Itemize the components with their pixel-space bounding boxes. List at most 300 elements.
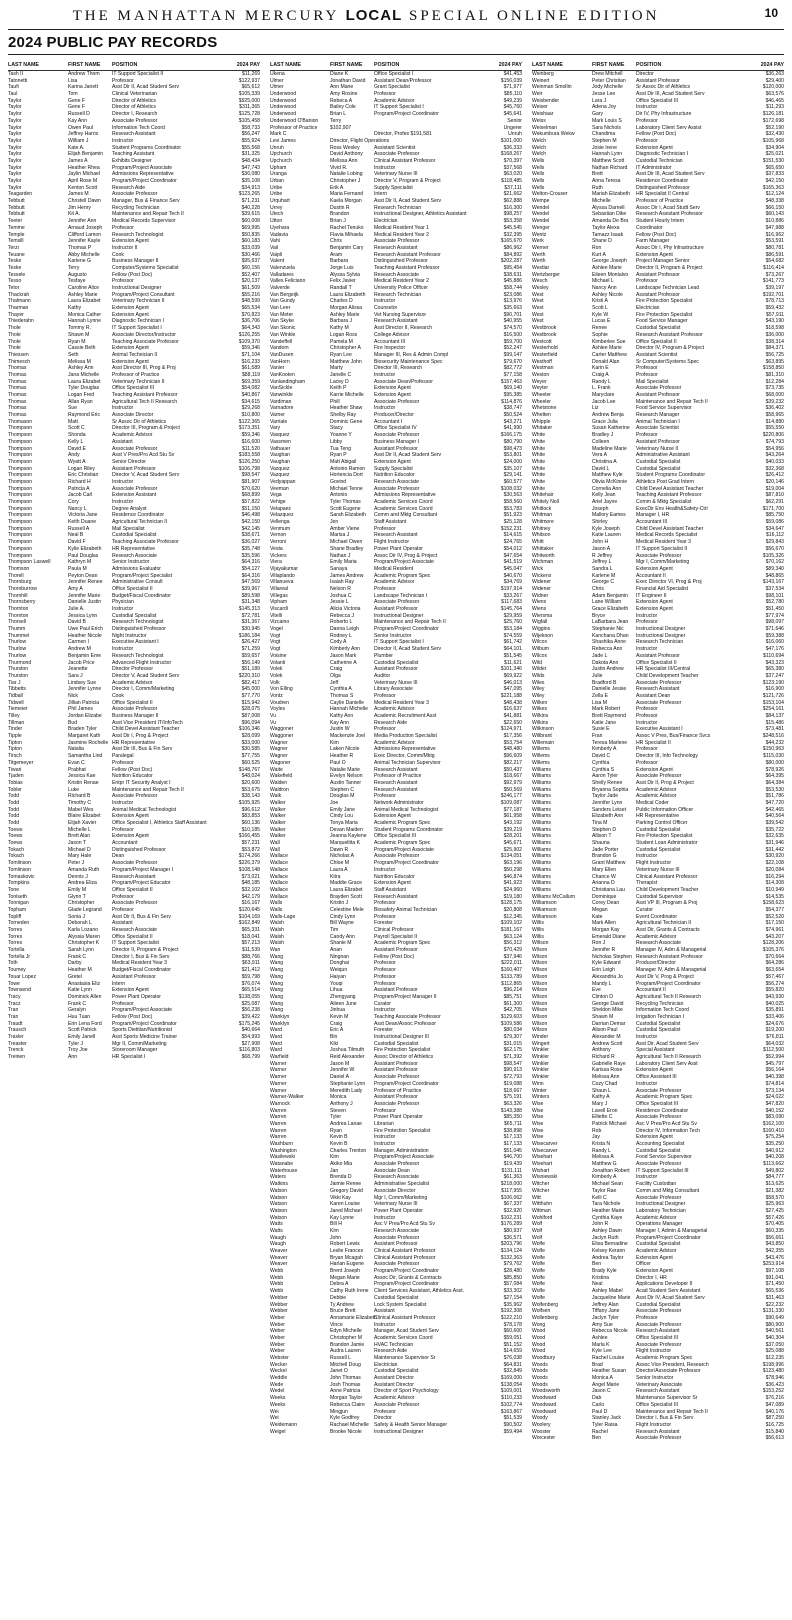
first-name-cell: Jeanna Kaylene (330, 833, 367, 840)
pay-cell: $59,346 (241, 432, 260, 439)
pay-cell: $114,876 (501, 398, 522, 405)
table-row (532, 198, 784, 205)
last-name-cell: Vazquez (270, 472, 290, 479)
first-name-cell: Kitra (330, 873, 341, 880)
table-row (8, 392, 260, 399)
table-row (8, 332, 260, 339)
last-name-cell: Witt (532, 1194, 541, 1201)
position-cell: Medical Records Supervisor (112, 218, 176, 225)
pay-cell: $20,146 (765, 478, 784, 485)
first-name-cell: Rachael Michelle (330, 1421, 369, 1428)
table-row (8, 900, 260, 907)
position-cell: Asst Dir IV, Acad Student Serv (636, 1294, 705, 1301)
pay-cell: $134,124 (500, 1248, 522, 1254)
last-name-cell: Wang (270, 987, 284, 994)
last-name-cell: Wallace (270, 873, 288, 880)
pay-cell: $64,316 (241, 559, 260, 566)
table-row (8, 318, 260, 325)
position-cell: Instructional Designer (636, 626, 686, 633)
pay-cell: $71,392 (503, 1054, 522, 1061)
last-name-cell: Wanklyn (270, 1020, 290, 1027)
pay-cell: $46,874 (503, 873, 522, 880)
first-name-cell: Andrea Lanae (330, 1120, 363, 1127)
pay-cell: $32,920 (503, 1207, 522, 1214)
table-row (8, 305, 260, 312)
first-name-cell: Mark Robert (592, 706, 621, 713)
first-name-cell: Ryan (330, 1127, 342, 1134)
last-name-cell: Professor of Practice (270, 124, 318, 131)
position-cell: Night Instructor (112, 632, 147, 639)
last-name-cell: Wiley (532, 686, 545, 693)
position-cell: Maintenance and Repair Tech II (112, 211, 184, 218)
table-row (532, 827, 784, 834)
first-name-cell: Taylor Alexa (592, 224, 620, 231)
last-name-cell: Thompson (8, 519, 33, 526)
table-row (270, 787, 522, 794)
last-name-cell: Underwood O'Banion (270, 117, 319, 124)
first-name-cell: Dab (592, 1395, 602, 1402)
first-name-cell: Mary J (592, 1100, 608, 1107)
position-cell: Custodial Specialist (374, 1040, 419, 1047)
position-cell: Professor (374, 980, 396, 987)
first-name-cell: Christiana Lau (592, 886, 625, 893)
pay-cell: $24,765 (503, 539, 522, 546)
first-name-cell: Ashley Marie (330, 311, 360, 318)
position-cell: Research Assistant (374, 244, 418, 251)
last-name-cell: Todd (8, 793, 20, 800)
last-name-cell: Williams (532, 820, 551, 826)
first-name-cell: Amy Sue (592, 1321, 613, 1328)
pay-cell: $112,865 (501, 980, 522, 987)
pay-cell: $47,743 (241, 164, 260, 171)
table-row (270, 780, 522, 787)
last-name-cell: Wilson (532, 960, 548, 967)
last-name-cell: Vazquez (270, 465, 290, 472)
pay-cell: $41,453 (503, 71, 522, 77)
table-row (8, 1014, 260, 1021)
table-row (270, 713, 522, 720)
first-name-cell: Kimberly Ann (330, 646, 361, 653)
table-row (270, 252, 522, 259)
last-name-cell: Wilder (532, 666, 547, 673)
last-name-cell: Thomas (8, 385, 27, 392)
last-name-cell: Woodsworth (532, 1388, 561, 1395)
table-row (270, 459, 522, 466)
last-name-cell: Volek (270, 666, 283, 673)
first-name-cell: Kaela Morgan (330, 198, 362, 205)
position-cell: Extension Agent (112, 305, 149, 312)
last-name-cell: Wilkins (532, 719, 549, 726)
pay-cell: $131,111 (501, 1167, 522, 1174)
position-cell: Fire Protection Specialist (636, 298, 693, 305)
table-row (532, 1429, 784, 1436)
position-cell: Instructional Designer (112, 285, 162, 291)
header-first-name: FIRST NAME (68, 62, 101, 68)
table-row (532, 1275, 784, 1282)
table-row (270, 372, 522, 379)
first-name-cell: Monica A (592, 1375, 613, 1382)
first-name-cell: Uwe Paul Erich (68, 626, 103, 633)
last-name-cell: Weir (532, 91, 543, 98)
pay-cell: $50,524 (503, 412, 522, 419)
pay-cell: $113,662 (763, 1161, 784, 1168)
last-name-cell: Wilson (532, 973, 548, 980)
first-name-cell: Flavia Mihaela (330, 231, 363, 238)
pay-cell: $52,247 (503, 345, 522, 352)
first-name-cell: Emerald Diane (592, 933, 626, 940)
position-cell: Custodial Specialist (374, 1368, 419, 1375)
position-cell: Research Technologist (112, 619, 164, 626)
table-row (8, 666, 260, 673)
last-name-cell: Williams (532, 813, 551, 820)
first-name-cell: Nancy Ann (592, 285, 617, 291)
first-name-cell: James A (68, 157, 88, 164)
last-name-cell: Vitelli (270, 612, 283, 619)
position-cell: Associate Dean (374, 1167, 410, 1174)
table-row (532, 532, 784, 539)
pay-cell: $38,747 (503, 405, 522, 412)
table-row (8, 773, 260, 780)
table-row (532, 1382, 784, 1389)
last-name-cell: Wells (532, 171, 545, 178)
first-name-cell: Mingjun (330, 1408, 348, 1415)
first-name-cell: Jeffrey L (592, 559, 612, 566)
table-row (270, 820, 522, 827)
pay-cell: $70,162 (765, 559, 784, 566)
pay-cell: $15,942 (241, 699, 260, 706)
table-row (532, 285, 784, 292)
pay-cell: $29,400 (765, 77, 784, 84)
position-cell: Custodial Specialist (112, 612, 157, 619)
pay-cell: $80,000 (765, 759, 784, 766)
table-row (8, 960, 260, 967)
last-name-cell: VanHorn (270, 358, 290, 365)
position-cell: Associate Professor (636, 552, 682, 559)
first-name-cell: Julie A. (68, 606, 85, 612)
last-name-cell: Thurlow (8, 646, 27, 653)
last-name-cell: Thurmond (8, 659, 32, 666)
last-name-cell: Vary (270, 425, 281, 432)
position-cell: Academic Advisor (636, 793, 677, 800)
table-row (270, 272, 522, 279)
first-name-cell: Troy Joe (68, 1047, 88, 1054)
first-name-cell: Zella E (592, 692, 608, 699)
last-name-cell: Thurston (8, 666, 29, 673)
table-row (8, 1001, 260, 1008)
pay-cell: $64,343 (241, 325, 260, 332)
table-row (532, 1094, 784, 1101)
header-first-name: FIRST NAME (592, 62, 625, 68)
first-name-cell: Frank C (68, 1000, 87, 1007)
position-cell: Research Assistant (374, 532, 418, 539)
pay-column-3 (532, 61, 784, 1442)
pay-cell: $38,143 (241, 793, 260, 800)
first-name-cell: Kelly L (68, 438, 84, 445)
pay-cell: $12,345 (503, 913, 522, 920)
pay-cell: $16,060 (765, 639, 784, 646)
last-name-cell: Tompkins (8, 880, 30, 887)
last-name-cell: Weddle (270, 1375, 288, 1382)
first-name-cell: Harlan Eugene (330, 1261, 364, 1268)
position-cell: Manager IV, Adm & Managerial (636, 947, 707, 954)
position-cell: Maintenance and Repair Tech II (112, 786, 184, 793)
last-name-cell: Watts (270, 1227, 283, 1234)
table-row (270, 1368, 522, 1375)
first-name-cell: Jennifer R (592, 947, 616, 954)
first-name-cell: Andrea Eliza (68, 880, 97, 887)
table-row (270, 660, 522, 667)
pay-cell: $120,645 (238, 906, 260, 913)
table-row (8, 479, 260, 486)
pay-cell: $20,084 (765, 866, 784, 873)
first-name-cell: Jay (592, 1134, 600, 1141)
first-name-cell: Taylor Rae (592, 1187, 617, 1194)
first-name-cell: Jeffrey Alan (592, 1301, 619, 1308)
last-name-cell: Ukena (270, 71, 285, 77)
last-name-cell: Wolfe (532, 1241, 545, 1248)
pay-cell: $43,930 (765, 993, 784, 1000)
position-cell: Research Associate (636, 940, 682, 947)
position-cell: Assistant Professor (374, 1094, 418, 1101)
last-name-cell: Underwood (270, 97, 297, 104)
publication-name (8, 7, 724, 25)
pay-cell: $39,232 (765, 398, 784, 405)
header-pay: 2024 PAY (236, 62, 260, 68)
last-name-cell: Towe (8, 980, 20, 987)
position-cell: Degree Analyst (112, 505, 147, 512)
table-row (270, 1422, 522, 1429)
position-cell: Medical Resident Year 1 (374, 224, 429, 231)
table-row (270, 512, 522, 519)
table-row (270, 185, 522, 192)
position-cell: Professor (636, 371, 658, 378)
table-row (270, 753, 522, 760)
table-row (270, 1108, 522, 1115)
pay-cell: $55,568 (241, 144, 260, 151)
table-row (532, 1061, 784, 1068)
position-cell: Instructor (374, 1141, 396, 1147)
last-name-cell: Warnock (270, 1100, 290, 1107)
header-position: POSITION (112, 62, 138, 68)
last-name-cell: Vahl (270, 238, 280, 245)
position-cell: Parking Control Officer (636, 820, 688, 826)
first-name-cell: Cynthia A (330, 686, 352, 693)
position-cell: Academic Services Coord (374, 1334, 433, 1341)
table-row (532, 1362, 784, 1369)
table-row (532, 1021, 784, 1028)
first-name-cell: Tesfaye (68, 278, 86, 285)
first-name-cell: Cynthia S (592, 766, 615, 773)
first-name-cell: Elijah Xavier (68, 820, 97, 826)
first-name-cell: Stephen M (592, 137, 617, 144)
last-name-cell: Todd (8, 806, 20, 813)
pay-cell: $51,189 (241, 666, 260, 673)
position-cell: Asst Sports Medicine Trainer (112, 1034, 178, 1040)
pay-cell: $110,233 (501, 1395, 522, 1402)
position-cell: Food Service Supervisor (636, 1154, 692, 1161)
last-name-cell: Thompson (8, 532, 33, 539)
pay-cell: $43,476 (765, 1254, 784, 1261)
last-name-cell: Williams (532, 873, 551, 880)
first-name-cell: Mary Hale (68, 853, 92, 860)
table-row (270, 800, 522, 807)
pay-cell: $18,667 (503, 1087, 522, 1094)
table-row (8, 466, 260, 473)
pay-cell: $54,127 (241, 565, 260, 572)
pay-cell: $89,340 (765, 565, 784, 572)
first-name-cell: Braden Tyler (68, 726, 97, 733)
position-cell: Custodial Specialist (636, 1301, 681, 1308)
last-name-cell: Tomaskovic (8, 873, 35, 880)
pay-cell: $221,188 (500, 692, 522, 699)
position-cell: Laboratory Client Serv Assist (636, 124, 702, 131)
table-row (532, 1101, 784, 1108)
table-row (270, 191, 522, 198)
pay-cell: $61,589 (241, 365, 260, 372)
first-name-cell: Randall T (330, 285, 352, 291)
table-row (270, 700, 522, 707)
pay-column-1 (8, 61, 260, 1061)
position-cell: Medical Records Specialist (636, 532, 698, 539)
first-name-cell: Peter Christian (592, 77, 626, 84)
first-name-cell: Raymond Eric (68, 412, 100, 419)
position-cell: Animal Technician II (112, 351, 158, 358)
pay-cell: $33,302 (503, 1288, 522, 1295)
first-name-cell: Stephen C (330, 786, 355, 793)
first-name-cell: Paul Douglas (68, 552, 99, 559)
pay-cell: $104,169 (238, 913, 260, 920)
table-row (8, 579, 260, 586)
pay-cell: $79,670 (503, 358, 522, 365)
position-cell: Recycling Technician (112, 204, 160, 211)
last-name-cell: Vadavia (270, 231, 289, 238)
pay-cell: $87,810 (765, 492, 784, 499)
table-row (532, 626, 784, 633)
pay-cell: $108,148 (238, 866, 260, 873)
table-row (8, 914, 260, 921)
first-name-cell: Ashley Mabel (592, 1288, 623, 1295)
first-name-cell: Sarah Elizabeth (330, 512, 366, 519)
pay-cell: $17,356 (503, 733, 522, 740)
first-name-cell: Patricia A (68, 485, 90, 492)
position-cell: Cook (112, 692, 124, 699)
position-cell: Dean (112, 853, 125, 860)
last-name-cell: Treaster (8, 1040, 27, 1047)
table-row (8, 553, 260, 560)
first-name-cell: Tyler Raisa (592, 1421, 618, 1428)
position-cell: Teaching Assistant Professor (112, 392, 178, 398)
last-name-cell: Westman (532, 365, 554, 372)
pay-cell: $57,426 (765, 1214, 784, 1221)
pay-cell: $30,920 (765, 853, 784, 860)
first-name-cell: Dominic Gene (330, 418, 363, 425)
last-name-cell: Winkler (532, 1060, 549, 1067)
first-name-cell: Sue (68, 405, 78, 412)
pay-cell: $80,790 (503, 438, 522, 445)
table-row (270, 907, 522, 914)
last-name-cell: Van Meter (270, 311, 294, 318)
position-cell: Custodial Specialist (636, 846, 681, 853)
last-name-cell: Watson (270, 1214, 288, 1221)
table-row (532, 894, 784, 901)
position-cell: Assistant Professor (636, 291, 680, 298)
pay-cell: $51,786 (765, 793, 784, 800)
pay-cell: $16,725 (765, 1421, 784, 1428)
last-name-cell: Wingert (532, 1040, 550, 1047)
first-name-cell: Tiffany Jane (592, 1308, 620, 1315)
table-row (532, 787, 784, 794)
first-name-cell: Danna Leigh (330, 626, 359, 633)
first-name-cell: Shawn M (592, 1013, 614, 1020)
pay-cell: $65,650 (765, 164, 784, 171)
last-name-cell: Warner (270, 1080, 287, 1087)
last-name-cell: Wilson (532, 953, 548, 960)
first-name-cell: Jason M (330, 1060, 350, 1067)
table-row (532, 265, 784, 272)
table-row (532, 666, 784, 673)
position-cell: Academic Advisor (374, 706, 415, 713)
position-cell: Program/Project Consultant (112, 291, 175, 298)
last-name-cell: Thalmann (8, 298, 31, 305)
pay-cell: $105,925 (238, 799, 260, 806)
table-row (8, 673, 260, 680)
first-name-cell: Anthony (592, 1047, 611, 1054)
first-name-cell: Brett Raymond (592, 713, 626, 719)
table-row (532, 767, 784, 774)
first-name-cell: Shanie M (330, 940, 352, 947)
pay-cell: $35,250 (765, 1141, 784, 1147)
first-name-cell: John R (592, 1221, 609, 1228)
table-row (532, 1208, 784, 1215)
pay-cell: $44,232 (765, 739, 784, 746)
pay-cell: $253,914 (762, 1261, 784, 1268)
table-row (532, 1128, 784, 1135)
table-row (532, 1195, 784, 1202)
last-name-cell: Valent (270, 258, 285, 265)
pay-cell: $90,502 (503, 1421, 522, 1428)
pay-cell: $138,055 (238, 993, 260, 1000)
last-name-cell: Tokach (8, 846, 25, 853)
last-name-cell: Vanlandingham (270, 378, 306, 385)
pay-cell: $90,913 (503, 1067, 522, 1074)
position-cell: Assistant Dean (636, 692, 671, 699)
position-cell: Associate Professor (636, 1341, 682, 1348)
first-name-cell: Jaclyn Ruth (592, 1234, 619, 1241)
last-name-cell: Treinen (8, 1054, 26, 1061)
table-row (8, 205, 260, 212)
table-row (532, 1054, 784, 1061)
pay-cell: $106,346 (238, 726, 260, 733)
table-row (8, 720, 260, 727)
pay-cell: $85,750 (765, 512, 784, 519)
first-name-cell: Marla K (592, 1341, 610, 1348)
table-row (532, 479, 784, 486)
last-name-cell: Wakefield (270, 773, 293, 780)
position-cell: HR Specialist II (636, 739, 671, 746)
position-cell: Instructor (112, 405, 134, 412)
table-row (270, 1141, 522, 1148)
position-cell: Associate Professor (374, 1401, 420, 1408)
pay-cell: $87,250 (765, 1415, 784, 1422)
pay-cell: $48,480 (503, 746, 522, 753)
pay-cell: $165,363 (762, 184, 784, 191)
table-row (8, 191, 260, 198)
table-row (532, 847, 784, 854)
first-name-cell: Kathryn M (68, 559, 92, 566)
position-cell: Office Specialist III (636, 1401, 679, 1408)
first-name-cell: Shawn M (68, 331, 90, 338)
table-row (270, 1168, 522, 1175)
